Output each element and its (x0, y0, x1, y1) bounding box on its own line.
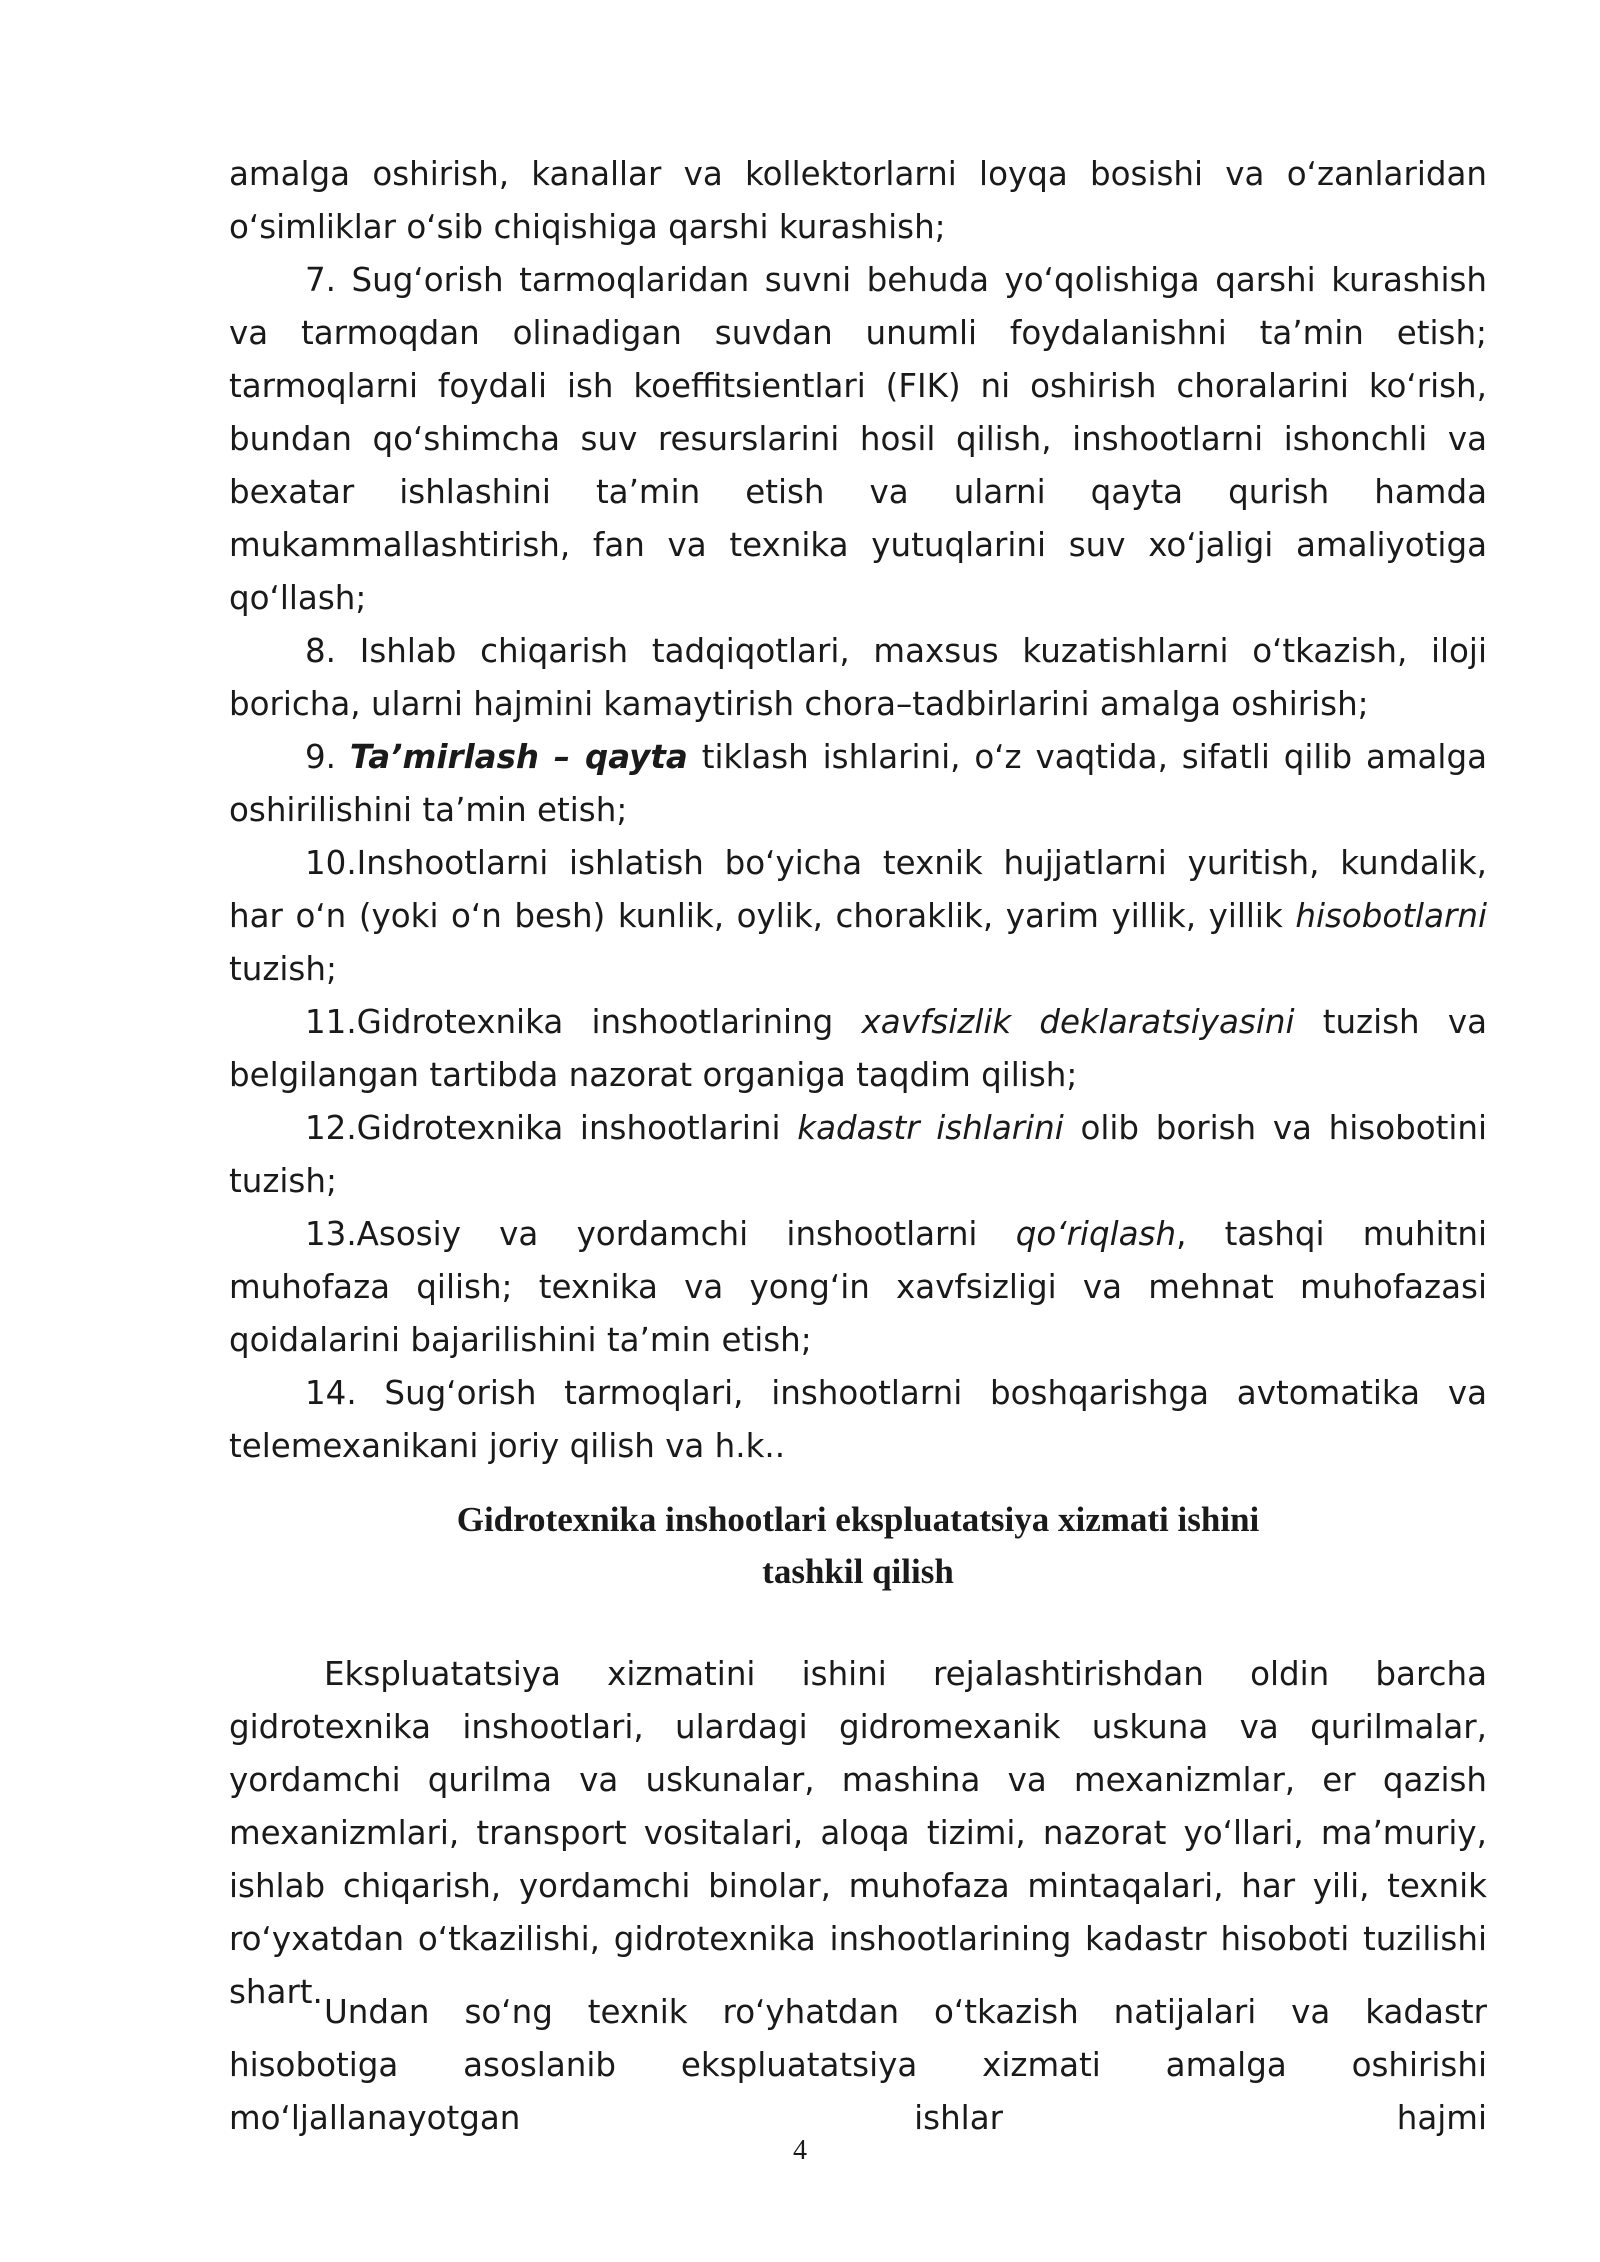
item-10-text-a: 10.Inshootlarni ishlatish boʻyicha texnik hujjatlarni yuritish, kundalik, har oʻn (yoki oʻn besh) kunlik, oylik, choraklik, yarim yillik, yillik (229, 844, 1487, 935)
section-heading-line-1: Gidrotexnika inshootlari ekspluatatsiya xizmati ishini (456, 1500, 1260, 1539)
item-9-number: 9. (305, 738, 350, 776)
list-item-14: 14. Sugʻorish tarmoqlari, inshootlarni boshqarishga avtomatika va telemexanikani joriy qilish va h.k.. (229, 1374, 1487, 1465)
list-item-10 (229, 837, 1487, 996)
item-11-text-a: 11.Gidrotexnika inshootlarining (305, 1003, 862, 1041)
list-item-9 (229, 731, 1487, 837)
body-text-section (229, 1648, 1487, 2019)
list-item-13 (229, 1208, 1487, 1367)
list-item-7: 7. Sugʻorish tarmoqlaridan suvni behuda yoʻqolishiga qarshi kurashish va tarmoqdan olinadigan suvdan unumli foydalanishni taʼmin etish; tarmoqlarni foydali ish koeffitsientlari (FIK) ni oshirish choralarini koʻrish, bundan qoʻshimcha suv resurslarini hosil qilish, inshootlarni ishonchli va bexatar ishlashini taʼmin etish va ularni qayta qurish hamda mukammallashtirish, fan va texnika yutuqlarini suv xoʻjaligi amaliyotiga qoʻllash; (229, 261, 1487, 617)
item-10-text-b: tuzish; (229, 950, 337, 988)
item-13-text-a: 13.Asosiy va yordamchi inshootlarni (305, 1215, 1016, 1253)
paragraph-2: Undan soʻng texnik roʻyhatdan oʻtkazish natijalari va kadastr hisobotiga asoslanib ekspluatatsiya xizmati amalga oshirishi moʻljallanayotgan ishlar hajmi (229, 1993, 1487, 2137)
paragraph-1: Ekspluatatsiya xizmatini ishini rejalashtirishdan oldin barcha gidrotexnika inshootlari, ulardagi gidromexanik uskuna va qurilmalar, yordamchi qurilma va uskunalar, mashina va mexanizmlar, er qazish mexanizmlari, transport vositalari, aloqa tizimi, nazorat yoʻllari, maʼmuriy, ishlab chiqarish, yordamchi binolar, muhofaza mintaqalari, har yili, texnik roʻyxatdan oʻtkazilishi, gidrotexnika inshootlarining kadastr hisoboti tuzilishi shart. (229, 1655, 1487, 2011)
list-item-12 (229, 1102, 1487, 1208)
item-9-text: tiklash ishlarini, oʻz vaqtida, sifatli qilib amalga oshirilishini taʼmin etish; (229, 738, 1488, 829)
body-text-top (229, 148, 1487, 1473)
item-10-emphasis: hisobotlarni (1295, 897, 1487, 935)
item-9-emphasis: Taʼmirlash – qayta (349, 738, 688, 776)
item-12-emphasis: kadastr ishlarini (797, 1109, 1064, 1147)
body-text-continued (229, 1986, 1487, 2145)
section-heading (229, 1494, 1487, 1598)
page-number: 4 (793, 2135, 807, 2166)
item-12-text-b: olib borish va hisobotini tuzish; (229, 1109, 1487, 1200)
item-11-emphasis: xavfsizlik deklaratsiyasini (861, 1003, 1295, 1041)
paragraph-intro: amalga oshirish, kanallar va kollektorlarni loyqa bosishi va oʻzanlaridan oʻsimliklar oʻsib chiqishiga qarshi kurashish; (229, 155, 1487, 246)
item-11-text-b: tuzish va belgilangan tartibda nazorat organiga taqdim qilish; (229, 1003, 1487, 1094)
item-13-emphasis: qoʻriqlash (1015, 1215, 1177, 1253)
item-12-text-a: 12.Gidrotexnika inshootlarini (305, 1109, 798, 1147)
section-heading-line-2: tashkil qilish (762, 1552, 954, 1591)
list-item-8: 8. Ishlab chiqarish tadqiqotlari, maxsus kuzatishlarni oʻtkazish, iloji boricha, ularni hajmini kamaytirish chora–tadbirlarini amalga oshirish; (229, 632, 1487, 723)
list-item-11 (229, 996, 1487, 1102)
item-13-text-b: , tashqi muhitni muhofaza qilish; texnika va yongʻin xavfsizligi va mehnat muhofazasi qoidalarini bajarilishini taʼmin etish; (229, 1215, 1487, 1359)
